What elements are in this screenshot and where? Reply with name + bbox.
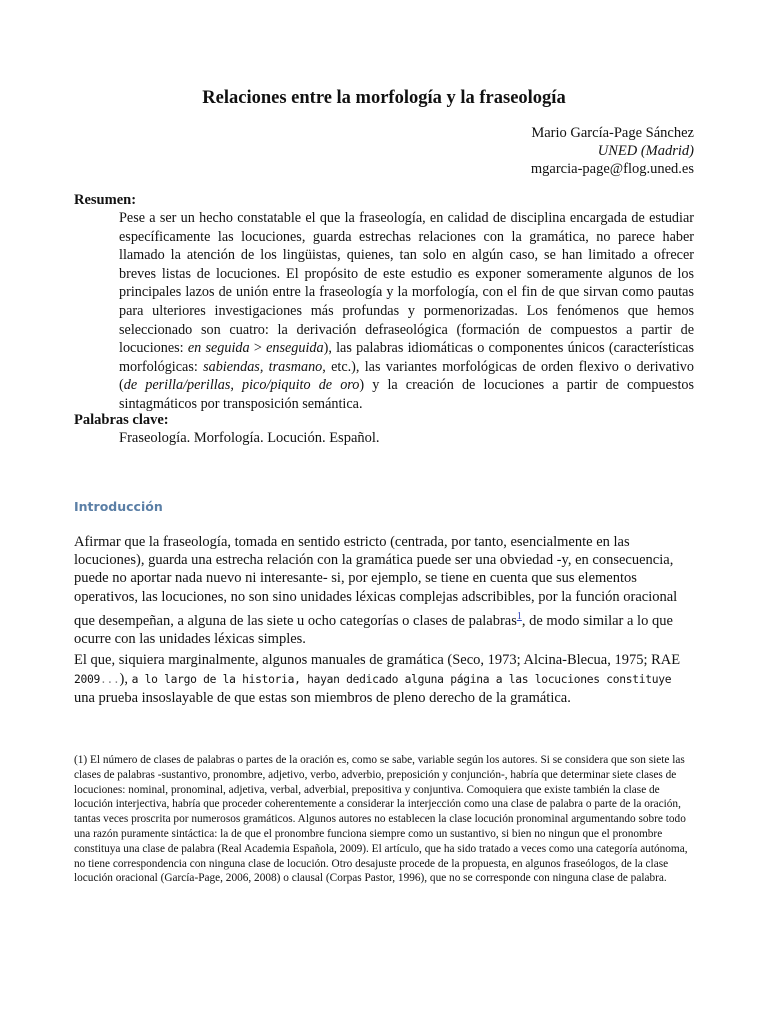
abstract-segment: ), las palabras idiomáticas o componentes únicos (características morfológicas: (119, 340, 694, 375)
section-heading-introduction: Introducción (74, 499, 163, 514)
abstract-label: Resumen: (74, 192, 137, 208)
paragraph-mono-text: a lo largo de la historia, hayan dedicado alguna página a las locuciones constituye (131, 672, 672, 686)
abstract-example: de perilla/perillas, pico/piquito de oro (123, 377, 360, 394)
paragraph-text: una prueba insoslayable de que estas son miembros de pleno derecho de la gramática. (74, 690, 571, 707)
author-affiliation: UNED (Madrid) (597, 143, 694, 159)
citation-ellipsis: ... (100, 672, 120, 686)
paragraph-text: , de modo similar a lo que ocurre con las unidades léxicas simples. (74, 612, 673, 647)
abstract-segment: ) y la creación de locuciones a partir de compuestos sintagmáticos por transposición semántica. (119, 377, 694, 412)
abstract-example: sabiendas, trasmano (203, 358, 323, 375)
paragraph-text: ), (119, 670, 132, 687)
abstract-example: enseguida (266, 340, 324, 357)
keywords-label: Palabras clave: (74, 412, 169, 428)
abstract-segment: > (249, 340, 267, 357)
body-paragraph-1 (74, 533, 695, 648)
citation-year: 2009 (74, 672, 101, 686)
abstract-segment: , etc.), las variantes morfológicas de orden flexivo o derivativo ( (119, 358, 694, 394)
author-email: mgarcia-page@flog.uned.es (530, 161, 694, 177)
author-name: Mario García-Page Sánchez (531, 125, 694, 141)
abstract-segment: Pese a ser un hecho constatable el que la fraseología, en calidad de disciplina encargada de estudiar específicamente las locuciones, guarda estrechas relaciones con la gramática, no parece haber llamado la atención de los lingüistas, quienes, tan solo en algún caso, se han limitado a ofrecer breves listas de locuciones. El propósito de este estudio es exponer someramente algunos de los principales lazos de unión entre la fraseología y la morfología, con el fin de que sirvan como pautas para ulteriores investigaciones más profundas y pormenorizadas. Los fenómenos que hemos seleccionado son cuatro: la derivación defraseológica (formación de compuestos a partir de locuciones: (119, 210, 694, 357)
author-block (531, 124, 694, 178)
body-paragraph-2 (74, 651, 695, 708)
footnote-link[interactable]: 1 (516, 610, 522, 622)
abstract-example: en seguida (187, 340, 250, 357)
keywords-text: Fraseología. Morfología. Locución. Español. (119, 430, 380, 446)
paragraph-text: Afirmar que la fraseología, tomada en sentido estricto (centrada, por tanto, esencialmente en las locuciones), guarda una estrecha relación con la gramática puede ser una obviedad -y, en consecuencia, puede no aportar nada nuevo ni interesante- si, por ejemplo, se tiene en cuenta que sus elementos operativos, las locuciones, no son sino unidades léxicas complejas adscribibles, por la función oracional que desempeñan, a alguna de las siete u ocho categorías o clases de palabras (74, 534, 678, 629)
abstract-text (119, 209, 694, 414)
footnote-1: (1) El número de clases de palabras o partes de la oración es, como se sabe, variable según los autores. Si se considera que son siete las clases de palabras -sustantivo, pronombre, adjetivo, verbo, adverbio, preposición y conjunción-, habría que determinar siete clases de locuciones: nominal, pronominal, adjetiva, verbal, adverbial, prepositiva y conjuntiva. Comoquiera que existe también la clase de locución interjectiva, habría que proceder coherentemente a considerar la interjección como una clase de palabra o parte de la oración, tantas veces proscrita por numerosos gramáticos. Algunos autores no establecen la clase locución pronominal argumentando sobre todo una razón puramente sintáctica: la de que el pronombre funciona siempre como un sustantivo, si bien no ningun que el pronombre constituya una clase de palabra (Real Academia Española, 2009). El artículo, que ha sido tratado a veces como una categoría autónoma, no tiene correspondencia con ninguna clase de locución. Otro desajuste procede de la propuesta, en algunos fraseólogos, de la clase locución oracional (García-Page, 2006, 2008) o clausal (Corpas Pastor, 1996), que no se corresponde con ninguna clase de palabra. (74, 754, 688, 885)
paragraph-text: El que, siquiera marginalmente, algunos manuales de gramática (Seco, 1973; Alcina-Blecua, 1975; RAE (74, 652, 681, 668)
document-title: Relaciones entre la morfología y la fraseología (202, 88, 566, 108)
